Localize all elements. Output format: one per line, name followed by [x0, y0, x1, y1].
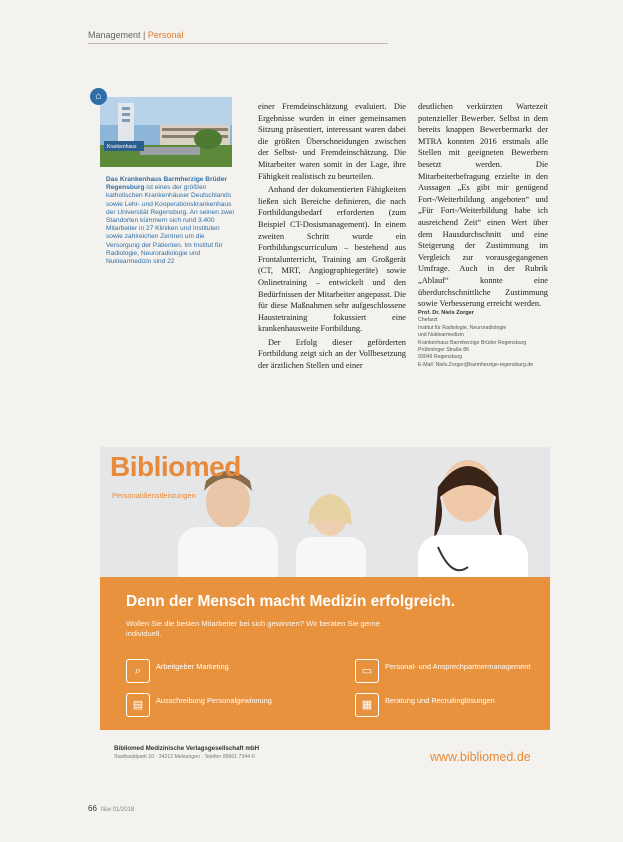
article-column-1 [258, 101, 406, 372]
ad-headline: Denn der Mensch macht Medizin erfolgreich. [126, 593, 456, 610]
ad-service-recruiting[interactable] [126, 693, 326, 717]
page-footer [88, 804, 134, 813]
magazine-issue: f&w 01/2018 [100, 807, 135, 813]
author-email[interactable]: E-Mail: Niels.Zorger@barmherzige-regensburg.de [418, 361, 534, 368]
section-label: Management [88, 30, 141, 40]
hospital-sign: Krankenhaus [107, 144, 137, 150]
ad-service-label: Beratung und Recruitinglösungen [385, 696, 495, 705]
paragraph: Der Erfolg dieser geförderten Fortbildung zeigt sich an der Vollbesetzung der ärztlichen Stellen und einer [258, 337, 406, 371]
ad-orange-band [100, 577, 550, 730]
publisher-address: Stadtwaldpark 10 · 34212 Melsungen · Telefon 05661 7344-0 [114, 754, 255, 760]
monitor-icon: ▭ [355, 659, 379, 683]
document-icon: ▤ [126, 693, 150, 717]
author-line: Institut für Radiologie, Neuroradiologie [418, 324, 507, 331]
ad-tagline: Personaldienstleistungen [112, 491, 196, 500]
hospital-photo [100, 97, 232, 167]
search-icon: ⌕ [126, 659, 150, 683]
ad-service-label: Personal- und Ansprechpartnermanagement [385, 662, 531, 671]
publisher-name: Bibliomed Medizinische Verlagsgesellschaft mbH [114, 745, 260, 752]
author-line: Prüfeninger Straße 86 [418, 347, 470, 354]
author-line: und Nuklearmedizin [418, 332, 464, 339]
subsection-label: Personal [147, 30, 184, 40]
ad-service-label: Arbeitgeber Marketing [156, 662, 229, 671]
ad-service-consulting[interactable] [355, 693, 550, 717]
home-icon: ⌂ [90, 88, 107, 105]
hospital-info-text: ist eines der größten katholischen Krankenhäuser Deutschlands sowie Lehr- und Kooperationskrankenhaus der Universität Regensburg. An seinen zwei Standorten kümmern sich rund 3.400 Mitarbeiter in 27 Kliniken und Instituten sowie zahlreichen Zentren um die Versorgung der Patienten. Im Institut für Radiologie, Neuroradiologie und Nuklearmedizin sind 22 [106, 184, 234, 266]
ad-subtext: Wollen Sie die besten Mitarbeiter bei sich gewinnen? Wir beraten Sie gerne individuell. [126, 619, 380, 638]
paragraph: deutlichen verkürzten Wartezeit potenzieller Bewerber. Selbst in dem bereits knappen Bewerbermarkt der MTRA konnten 2016 erstmals alle Stellen mit geeigneten Bewerbern besetzt werden. Die Mitarbeiterbefragung erzielte in den Aussagen „Es gibt mir genügend Fort-/Weiterbildung angeboten“ und „Für Fort-/Weiterbildung habe ich ausreichend Zeit“ einen Wert über dem Hausdurchschnitt und eine Steigerung der Zustimmung im Vergleich zur vorausgegangenen Umfrage. Auch in der Rubrik „Ablauf“ konnte eine überdurchschnittliche Zustimmung sowie Verbesserung erreicht werden. [418, 102, 548, 309]
ad-service-employer-marketing[interactable] [126, 659, 326, 683]
hospital-info-lead: Das Krankenhaus Barmherzige Brüder Regensburg [106, 176, 227, 192]
hospital-info-box [106, 176, 234, 266]
bibliomed-advertisement[interactable] [100, 447, 550, 730]
page-number: 66 [88, 804, 97, 813]
ad-brand-logo: Bibliomed [110, 451, 241, 482]
grid-icon: ▦ [355, 693, 379, 717]
author-name: Prof. Dr. Niels Zorger [418, 310, 474, 316]
paragraph: Anhand der dokumentierten Fähigkeiten ließen sich Bereiche definieren, die nach Fortbildungsbedarf erforderten (zum Beispiel CT-Dosismanagement). In einem zweiten Schritt wurde ein Fortbildungscurriculum – bestehend aus Frontalunterricht, Training am Großgerät (CT, MRT, Angiographiegeräte) sowie Onlinetraining – entwickelt und den Bedürfnissen der Mitarbeiter angepasst. Die für diese Maßnahmen sehr aufgeschlossene Haustetraining fokussiert eine krankenhausweite Fortbildung. [258, 185, 406, 334]
section-header: Management | Personal [88, 30, 184, 40]
ad-service-label: Ausschreibung Personalgewinnung [156, 696, 272, 705]
author-box [418, 310, 553, 369]
paragraph: einer Fremdeinschätzung evaluiert. Die Ergebnisse wurden in einer gemeinsamen Sitzung präsentiert, interessant waren dabei die größten Überschneidungen zwischen der Selbst- und Fremdeinschätzung. Die Mitarbeiter waren somit in der Lage, ihre Fähigkeit realistisch zu beurteilen. [258, 102, 406, 181]
author-line: Chefarzt [418, 317, 438, 324]
header-divider [88, 43, 388, 44]
ad-website-link[interactable]: www.bibliomed.de [430, 750, 531, 764]
publisher-info [114, 745, 259, 761]
author-line: 93049 Regensburg [418, 354, 463, 361]
author-line: Krankenhaus Barmherzige Brüder Regensburg [418, 339, 527, 346]
article-column-2 [418, 101, 548, 310]
ad-service-personnel-management[interactable] [355, 659, 550, 683]
